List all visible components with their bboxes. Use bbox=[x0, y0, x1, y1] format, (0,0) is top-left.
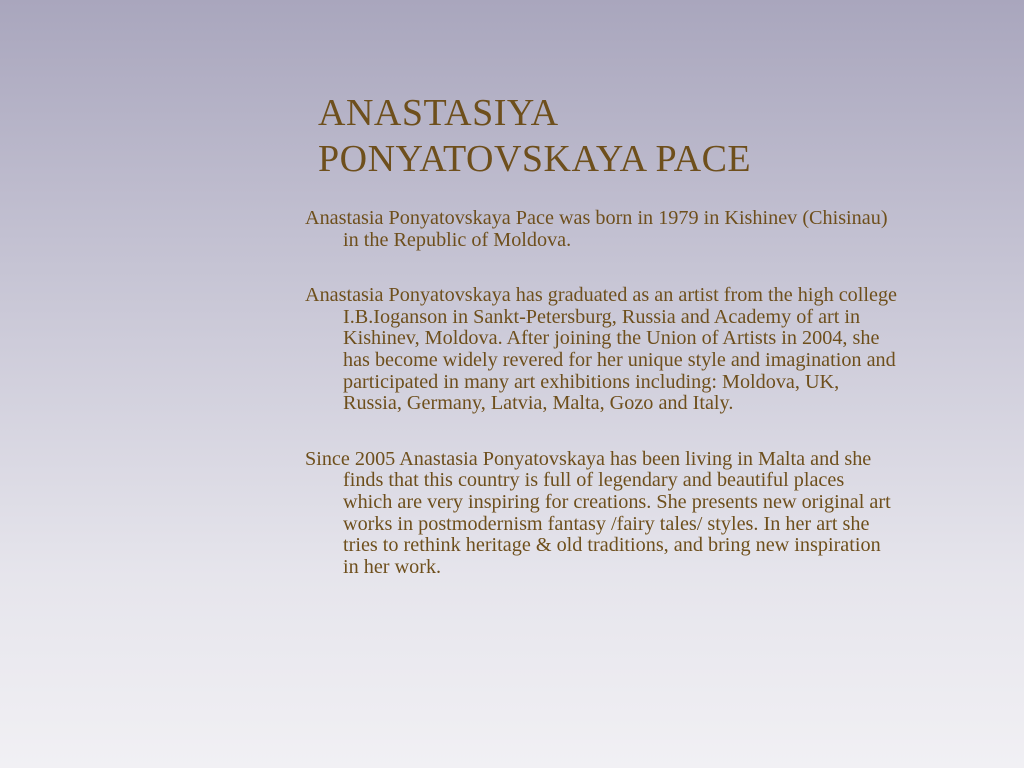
paragraph-birth: Anastasia Ponyatovskaya Pace was born in 1979 in Kishinev (Chisinau) in the Republic of Moldova. bbox=[305, 207, 888, 251]
slide-body bbox=[305, 208, 897, 612]
slide-title: ANASTASIYA PONYATOVSKAYA PACE bbox=[318, 92, 752, 180]
paragraph-education: Anastasia Ponyatovskaya has graduated as an artist from the high college I.B.Ioganson in Sankt-Petersburg, Russia and Academy of art in Kishinev, Moldova. After joining the Union of Artists in 2004, she has become widely revered for her unique style and imagination and participated in many art exhibitions including: Moldova, UK, Russia, Germany, Latvia, Malta, Gozo and Italy. bbox=[305, 284, 897, 415]
paragraph-malta: Since 2005 Anastasia Ponyatovskaya has been living in Malta and she finds that this country is full of legendary and beautiful places which are very inspiring for creations. She presents new original art works in postmodernism fantasy /fairy tales/ styles. In her art she tries to rethink heritage & old traditions, and bring new inspiration in her work. bbox=[305, 447, 891, 578]
